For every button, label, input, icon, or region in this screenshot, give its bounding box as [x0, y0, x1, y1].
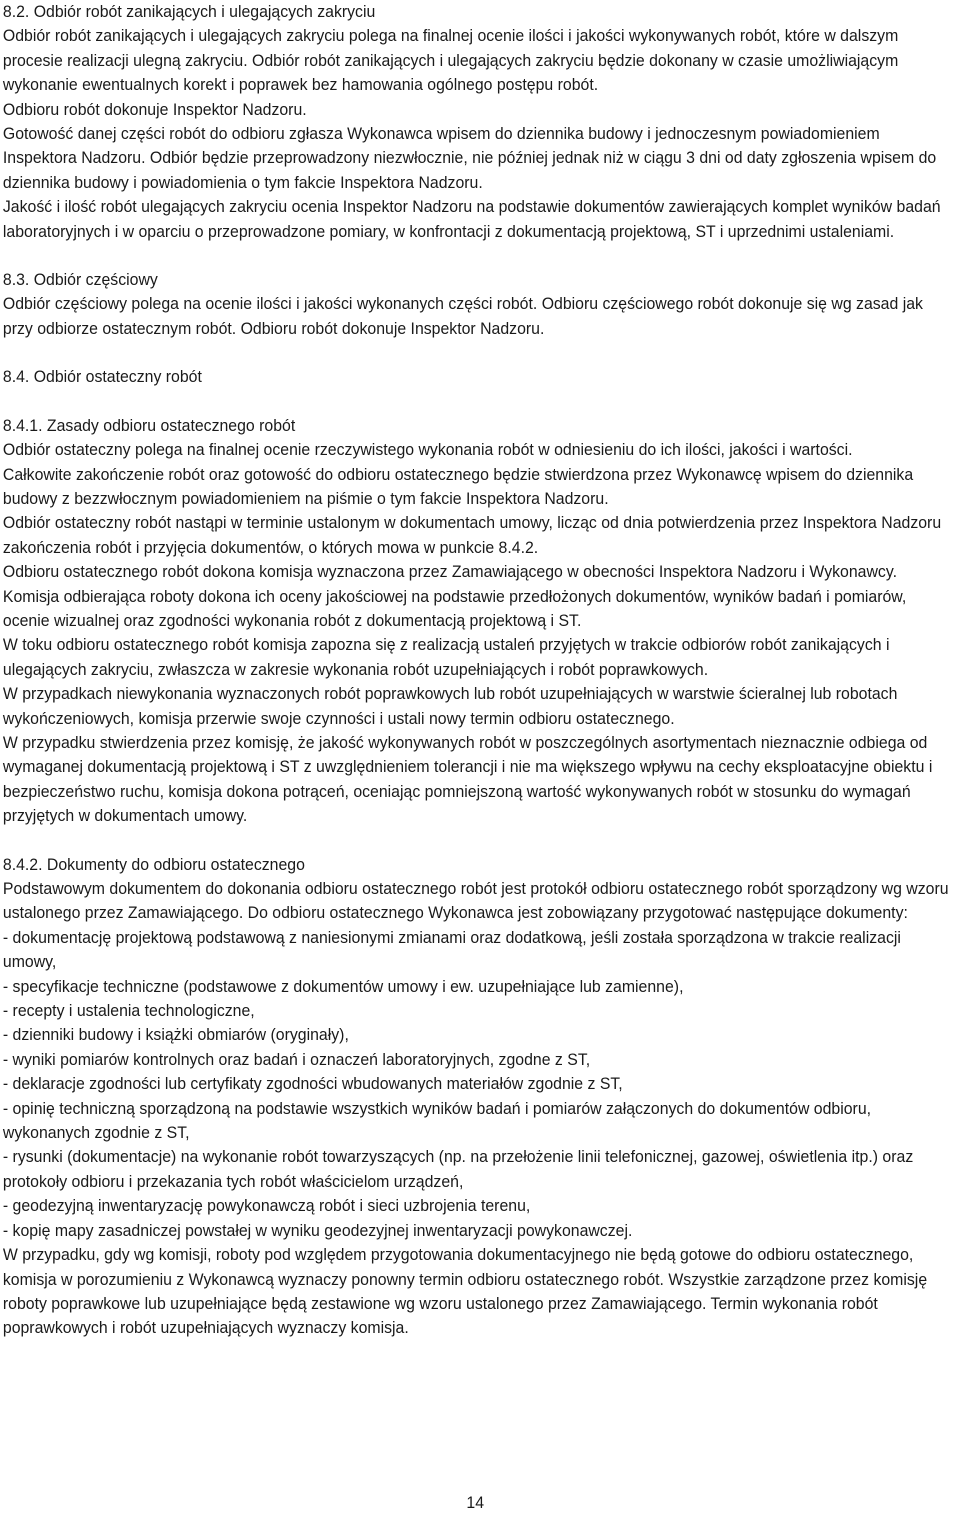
list-item: - specyfikacje techniczne (podstawowe z dokumentów umowy i ew. uzupełniające lub zamienne),	[2, 977, 684, 996]
paragraph: Odbiór częściowy polega na ocenie ilości i jakości wykonanych części robót. Odbioru częściowego robót dokonuje się wg zasad jak przy odbiorze ostatecznym robót. Odbioru robót dokonuje Inspektor Nadzoru.	[2, 295, 923, 338]
section-heading-8-2: 8.2. Odbiór robót zanikających i ulegających zakryciu	[2, 3, 376, 21]
paragraph: W przypadku stwierdzenia przez komisję, że jakość wykonywanych robót w poszczególnych asortymentach nieznacznie odbiega od wymaganej dokumentacją projektową i ST z uwzględnieniem tolerancji i nie ma większego wpływu na cechy eksploatacyjne obiektu i bezpieczeństwo ruchu, komisja dokona potrąceń, oceniając pomniejszoną wartość wykonywanych robót w stosunku do wymagań przyjętych w dokumentach umowy.	[2, 733, 933, 826]
section-heading-8-4-1: 8.4.1. Zasady odbioru ostatecznego robót	[2, 416, 296, 435]
section-heading-8-3: 8.3. Odbiór częściowy	[2, 271, 158, 290]
document-page	[3, 0, 953, 1341]
list-item: - dzienniki budowy i książki obmiarów (oryginały),	[2, 1026, 349, 1045]
paragraph: Odbiór robót zanikających i ulegających zakryciu polega na finalnej ocenie ilości i jakości wykonywanych robót, które w dalszym procesie realizacji ulegną zakryciu. Odbiór robót zanikających i ulegających zakryciu będzie dokonany w czasie umożliwiającym wykonanie ewentualnych korekt i poprawek bez hamowania ogólnego postępu robót.	[2, 27, 899, 95]
section-heading-8-4-2: 8.4.2. Dokumenty do odbioru ostatecznego	[2, 855, 305, 874]
paragraph: Odbioru robót dokonuje Inspektor Nadzoru.	[2, 100, 307, 119]
paragraph: W toku odbioru ostatecznego robót komisja zapozna się z realizacją ustaleń przyjętych w trakcie odbiorów robót zanikających i ulegających zakryciu, zwłaszcza w zakresie wykonania robót uzupełniających i robót poprawkowych.	[2, 636, 890, 679]
paragraph: Podstawowym dokumentem do dokonania odbioru ostatecznego robót jest protokół odbioru ostatecznego robót sporządzony wg wzoru ustalonego przez Zamawiającego. Do odbioru ostatecznego Wykonawca jest zobowiązany przygotować następujące dokumenty:	[2, 880, 949, 923]
list-item: - geodezyjną inwentaryzację powykonawczą robót i sieci uzbrojenia terenu,	[2, 1197, 531, 1216]
spacer	[3, 244, 953, 268]
section-heading-8-4: 8.4. Odbiór ostateczny robót	[2, 368, 202, 387]
spacer	[3, 390, 953, 414]
paragraph: Jakość i ilość robót ulegających zakryciu ocenia Inspektor Nadzoru na podstawie dokumentów zawierających komplet wyników badań laboratoryjnych i w oparciu o przeprowadzone pomiary, w konfrontacji z dokumentacją projektową, ST i uprzednimi ustaleniami.	[2, 198, 941, 241]
spacer	[3, 829, 953, 853]
list-item: - dokumentację projektową podstawową z naniesionymi zmianami oraz dodatkową, jeśli została sporządzona w trakcie realizacji umowy,	[2, 928, 901, 972]
list-item: - deklaracje zgodności lub certyfikaty zgodności wbudowanych materiałów zgodnie z ST,	[2, 1075, 623, 1094]
paragraph: W przypadku, gdy wg komisji, roboty pod względem przygotowania dokumentacyjnego nie będą gotowe do odbioru ostatecznego, komisja w porozumieniu z Wykonawcą wyznaczy ponowny termin odbioru ostatecznego robót. Wszystkie zarządzone przez komisję roboty poprawkowe lub uzupełniające będą zestawione wg wzoru ustalonego przez Zamawiającego. Termin wykonania robót poprawkowych i robót uzupełniających wyznaczy komisja.	[2, 1246, 928, 1338]
paragraph: Całkowite zakończenie robót oraz gotowość do odbioru ostatecznego będzie stwierdzona przez Wykonawcę wpisem do dziennika budowy z bezzwłocznym powiadomieniem na piśmie o tym fakcie Inspektora Nadzoru.	[2, 465, 914, 508]
paragraph: Gotowość danej części robót do odbioru zgłasza Wykonawca wpisem do dziennika budowy i jednoczesnym powiadomieniem Inspektora Nadzoru. Odbiór będzie przeprowadzony niezwłocznie, nie później jednak niż w ciągu 3 dni od daty zgłoszenia wpisem do dziennika budowy i powiadomienia o tym fakcie Inspektora Nadzoru.	[2, 125, 937, 192]
list-item: - wyniki pomiarów kontrolnych oraz badań i oznaczeń laboratoryjnych, zgodne z ST,	[2, 1050, 591, 1069]
list-item: - kopię mapy zasadniczej powstałej w wyniku geodezyjnej inwentaryzacji powykonawczej.	[2, 1221, 633, 1240]
paragraph: Odbiór ostateczny robót nastąpi w terminie ustalonym w dokumentach umowy, licząc od dnia potwierdzenia przez Inspektora Nadzoru zakończenia robót i przyjęcia dokumentów, o których mowa w punkcie 8.4.2.	[2, 514, 942, 557]
list-item: - rysunki (dokumentacje) na wykonanie robót towarzyszących (np. na przełożenie linii telefonicznej, gazowej, oświetlenia itp.) oraz protokoły odbioru i przekazania tych robót właścicielom urządzeń,	[2, 1148, 914, 1191]
list-item: - recepty i ustalenia technologiczne,	[2, 1002, 255, 1021]
paragraph: Odbioru ostatecznego robót dokona komisja wyznaczona przez Zamawiającego w obecności Inspektora Nadzoru i Wykonawcy. Komisja odbierająca roboty dokona ich oceny jakościowej na podstawie przedłożonych dokumentów, wyników badań i pomiarów, ocenie wizualnej oraz zgodności wykonania robót z dokumentacją projektową i ST.	[2, 563, 907, 630]
paragraph: W przypadkach niewykonania wyznaczonych robót poprawkowych lub robót uzupełniających w warstwie ścieralnej lub robotach wykończeniowych, komisja przerwie swoje czynności i ustali nowy termin odbioru ostatecznego.	[2, 685, 898, 728]
list-item: - opinię techniczną sporządzoną na podstawie wszystkich wyników badań i pomiarów załączonych do dokumentów odbioru, wykonanych zgodnie z ST,	[2, 1099, 872, 1143]
paragraph: Odbiór ostateczny polega na finalnej ocenie rzeczywistego wykonania robót w odniesieniu do ich ilości, jakości i wartości.	[2, 441, 853, 460]
page-number: 14	[466, 1494, 485, 1512]
spacer	[3, 341, 953, 365]
